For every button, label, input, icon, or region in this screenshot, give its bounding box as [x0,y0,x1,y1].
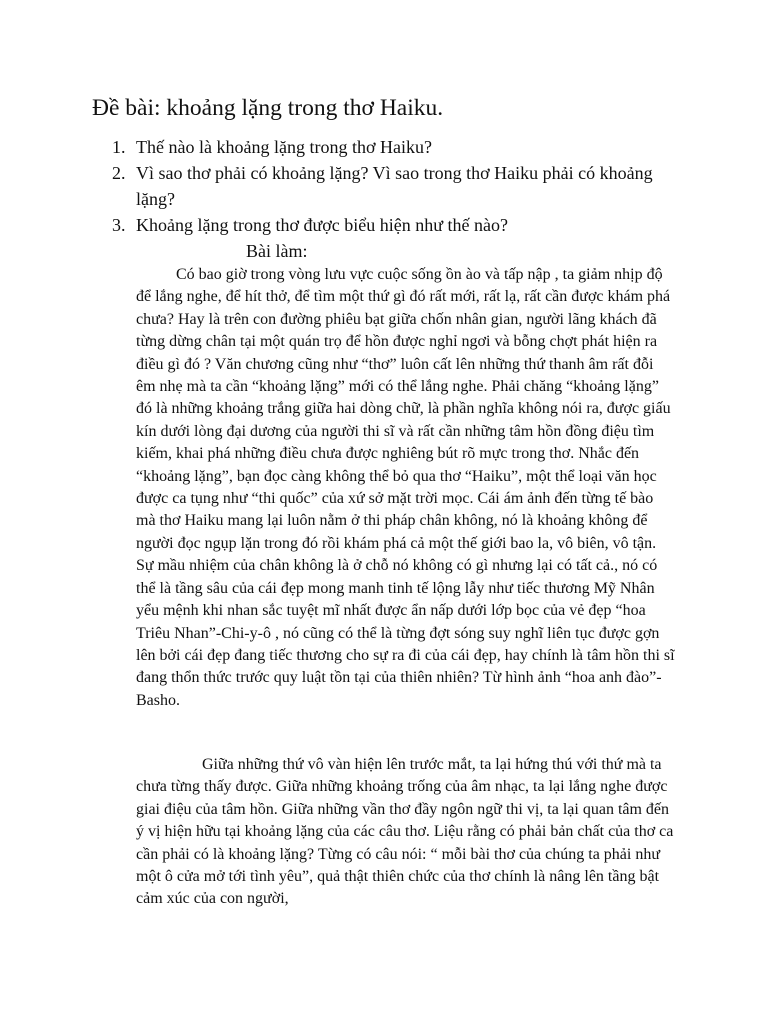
question-number: 1. [112,137,126,157]
document-title: Đề bài: khoảng lặng trong thơ Haiku. [92,95,444,121]
essay-paragraph: Giữa những thứ vô vàn hiện lên trước mắt, ta lại hứng thú với thứ mà ta chưa từng thấy được. Giữa những khoảng trống của âm nhạc, ta lại lắng nghe được giai điệu của tâm hồn. Giữa những vần thơ đầy ngôn ngữ thi vị, ta lại quan tâm đến ý vị hiện hữu tại khoảng lặng của các câu thơ. Liệu rằng có phải bản chất của thơ ca cần phải có là khoảng lặng? Từng có câu nói: “ mỗi bài thơ của chúng ta phải như một ô cửa mở tới tình yêu”, quả thật thiên chức của thơ chính là nâng lên tầng bật cảm xúc của con người, [136,756,674,908]
question-number: 2. [112,163,126,183]
question-list [112,134,692,238]
question-text: Thế nào là khoảng lặng trong thơ Haiku? [136,137,432,157]
question-item [112,160,692,212]
essay-heading: Bài làm: [246,241,308,261]
question-item [112,134,692,160]
question-item [112,212,692,238]
question-text: Khoảng lặng trong thơ được biểu hiện như thế nào? [136,215,508,235]
question-text: Vì sao thơ phải có khoảng lặng? Vì sao trong thơ Haiku phải có khoảng lặng? [136,163,653,209]
question-number: 3. [112,215,126,235]
essay-paragraph: Có bao giờ trong vòng lưu vực cuộc sống ồn ào và tấp nập , ta giảm nhịp độ để lắng nghe, để hít thở, để tìm một thứ gì đó rất mới, rất lạ, rất cần được khám phá chưa? Hay là trên con đường phiêu bạt giữa chốn nhân gian, người lãng khách đã từng dừng chân tại một quán trọ để hồn được nghỉ ngơi và bỗng chợt phát hiện ra điều gì đó ? Văn chương cũng như “thơ” luôn cất lên những thứ thanh âm rất đỗi êm nhẹ mà ta cần “khoảng lặng” mới có thể lắng nghe. Phải chăng “khoảng lặng” đó là những khoảng trắng giữa hai dòng chữ, là phần nghĩa không nói ra, được giấu kín dưới lòng đại dương của người thi sĩ và rất cần những tâm hồn đồng điệu tìm kiếm, khai phá những điều chưa được nghiêng bút rõ mực trong thơ. Nhắc đến “khoảng lặng”, bạn đọc càng không thể bỏ qua thơ “Haiku”, một thể loại văn học được ca tụng như “thi quốc” của xứ sở mặt trời mọc. Cái ám ảnh đến từng tế bào mà thơ Haiku mang lại luôn nằm ở thi pháp chân không, nó là khoảng không để người đọc ngụp lặn trong đó rồi khám phá cả một thế giới bao la, vô biên, vô tận. Sự mầu nhiệm của chân không là ở chỗ nó không có gì nhưng lại có tất cả., nó có thể là tầng sâu của cái đẹp mong manh tinh tế lộng lẫy như tiếc thương Mỹ Nhân yểu mệnh khi nhan sắc tuyệt mĩ nhất được ẩn nấp dưới lớp bọc của vẻ đẹp “hoa Triêu Nhan”-Chi-y-ô , nó cũng có thể là từng đợt sóng suy nghĩ liên tục được gợn lên bởi cái đẹp đang tiếc thương cho sự ra đi của cái đẹp, hay chính là tâm hồn thi sĩ đang thổn thức trước quy luật tồn tại của thiên nhiên? Từ hình ảnh “hoa anh đào”-Basho. [136,266,675,709]
